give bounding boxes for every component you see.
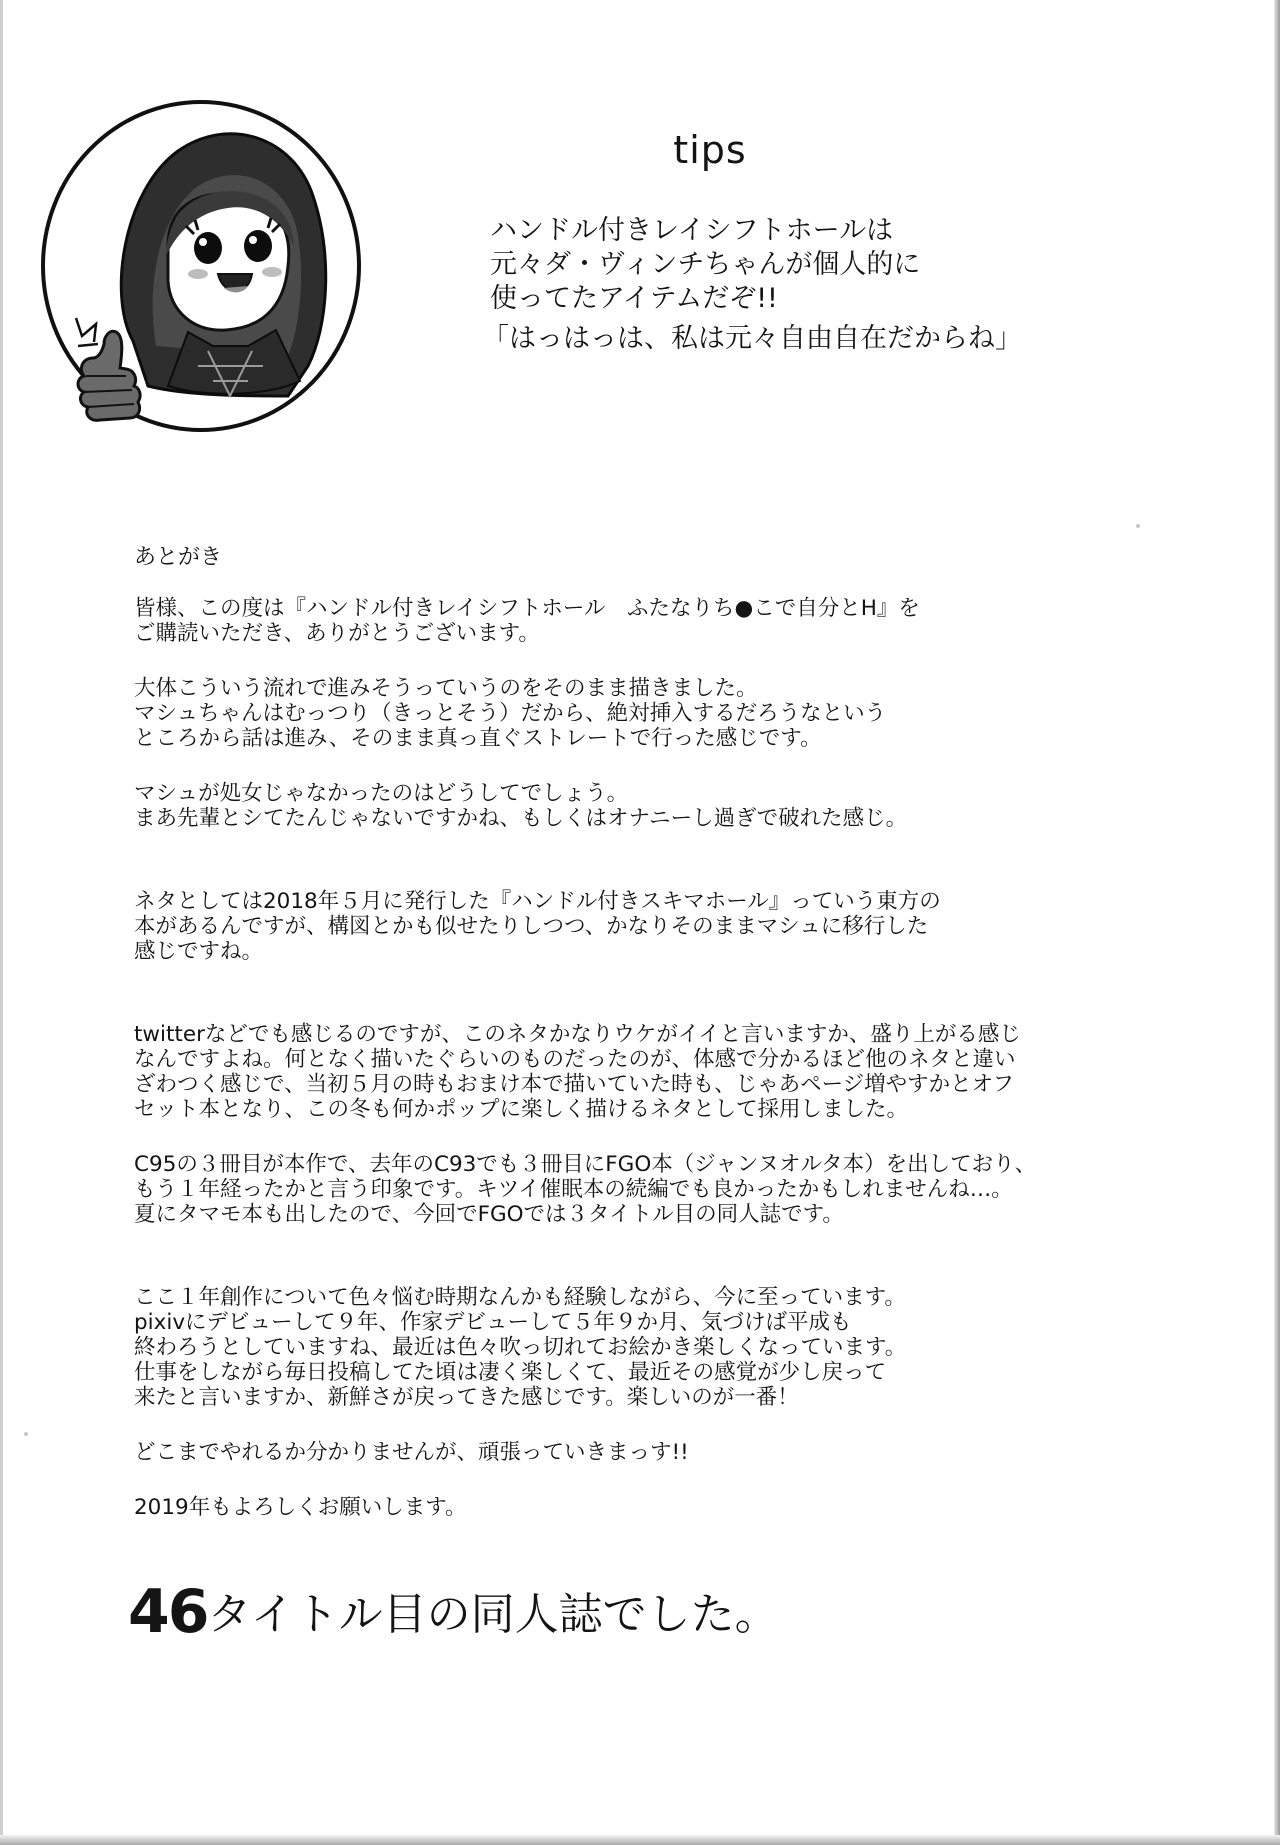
afterword-line: twitterなどでも感じるのですが、このネタかなりウケがイイと言いますか、盛り上がる感じ	[134, 1022, 1021, 1047]
tips-body	[490, 214, 1130, 316]
afterword-heading: あとがき	[134, 545, 223, 570]
page-edge-bottom	[0, 1835, 1280, 1845]
title-count: 46	[128, 1577, 208, 1647]
left-eye	[194, 232, 222, 264]
afterword-paragraph	[134, 1495, 1154, 1520]
closing-statement	[128, 1577, 779, 1647]
page-edge-left	[0, 0, 3, 1845]
afterword-paragraph	[134, 1152, 1154, 1227]
afterword-line: 皆様、この度は『ハンドル付きレイシフトホール ふたなりち●こで自分とH』を	[134, 596, 920, 621]
afterword-paragraph	[134, 1440, 1154, 1465]
afterword-line: pixivにデビューして９年、作家デビューして５年９か月、気づけば平成も	[134, 1310, 852, 1335]
afterword-line: 本があるんですが、構図とかも似せたりしつつ、かなりそのままマシュに移行した	[134, 914, 929, 939]
afterword-paragraph	[134, 1022, 1154, 1122]
afterword-line: 2019年もよろしくお願いします。	[134, 1495, 467, 1520]
afterword-line: マシュちゃんはむっつり（きっとそう）だから、絶対挿入するだろうなという	[134, 701, 887, 726]
afterword-line: ところから話は進み、そのまま真っ直ぐストレートで行った感じです。	[134, 726, 822, 751]
character-portrait	[38, 96, 368, 438]
afterword-line: マシュが処女じゃなかったのはどうしてでしょう。	[134, 781, 629, 806]
afterword-line: 大体こういう流れで進みそうっていうのをそのまま描きました。	[134, 676, 758, 701]
tips-line: ハンドル付きレイシフトホールは	[490, 215, 894, 246]
afterword-line: 感じですね。	[134, 939, 264, 964]
afterword-line: C95の３冊目が本作で、去年のC93でも３冊目にFGO本（ジャンヌオルタ本）を出しており、	[134, 1152, 1037, 1177]
closing-text: タイトル目の同人誌でした。	[207, 1589, 779, 1640]
afterword-line: セット本となり、この冬も何かポップに楽しく描けるネタとして採用しました。	[134, 1097, 909, 1122]
afterword-paragraph	[134, 596, 1154, 646]
tips-title: tips	[673, 128, 747, 172]
afterword-line: 終わろうとしていますね、最近は色々吹っ切れてお絵かき楽しくなっています。	[134, 1335, 907, 1360]
tips-line: 元々ダ・ヴィンチちゃんが個人的に	[490, 249, 921, 280]
afterword-line: なんですよね。何となく描いたぐらいのものだったのが、体感で分かるほど他のネタと違い	[134, 1047, 1016, 1072]
paper-speck	[24, 1432, 28, 1436]
right-eye	[244, 230, 272, 262]
afterword-line: どこまでやれるか分かりませんが、頑張っていきまっす!!	[134, 1440, 689, 1465]
tips-line: 使ってたアイテムだぞ!!	[490, 283, 778, 314]
afterword-paragraph	[134, 676, 1154, 751]
tips-quote: 「はっはっは、私は元々自由自在だからね」	[482, 323, 1022, 354]
afterword-line: 夏にタマモ本も出したので、今回でFGOでは３タイトル目の同人誌です。	[134, 1202, 844, 1227]
afterword-line: ご購読いただき、ありがとうございます。	[134, 621, 540, 646]
afterword-line: ここ１年創作について色々悩む時期なんかも経験しながら、今に至っています。	[134, 1285, 906, 1310]
afterword-line: もう１年経ったかと言う印象です。キツイ催眠本の続編でも良かったかもしれませんね…。	[134, 1177, 1013, 1202]
page-edge-right	[1274, 0, 1280, 1845]
afterword-line: 来たと言いますか、新鮮さが戻ってきた感じです。楽しいのが一番！	[134, 1385, 799, 1410]
afterword-section	[134, 545, 1154, 1520]
afterword-paragraph	[134, 1285, 1154, 1410]
paper-speck	[1136, 524, 1140, 528]
afterword-paragraph	[134, 781, 1154, 831]
afterword-line: ネタとしては2018年５月に発行した『ハンドル付きスキマホール』っていう東方の	[134, 889, 941, 914]
afterword-line: ざわつく感じで、当初５月の時もおまけ本で描いていた時も、じゃあページ増やすかとオフ	[134, 1072, 1014, 1097]
afterword-paragraph	[134, 889, 1154, 964]
afterword-line: 仕事をしながら毎日投稿してた頃は凄く楽しくて、最近その感覚が少し戻って	[134, 1360, 887, 1385]
afterword-line: まあ先輩とシてたんじゃないですかね、もしくはオナニーし過ぎで破れた感じ。	[134, 806, 908, 831]
